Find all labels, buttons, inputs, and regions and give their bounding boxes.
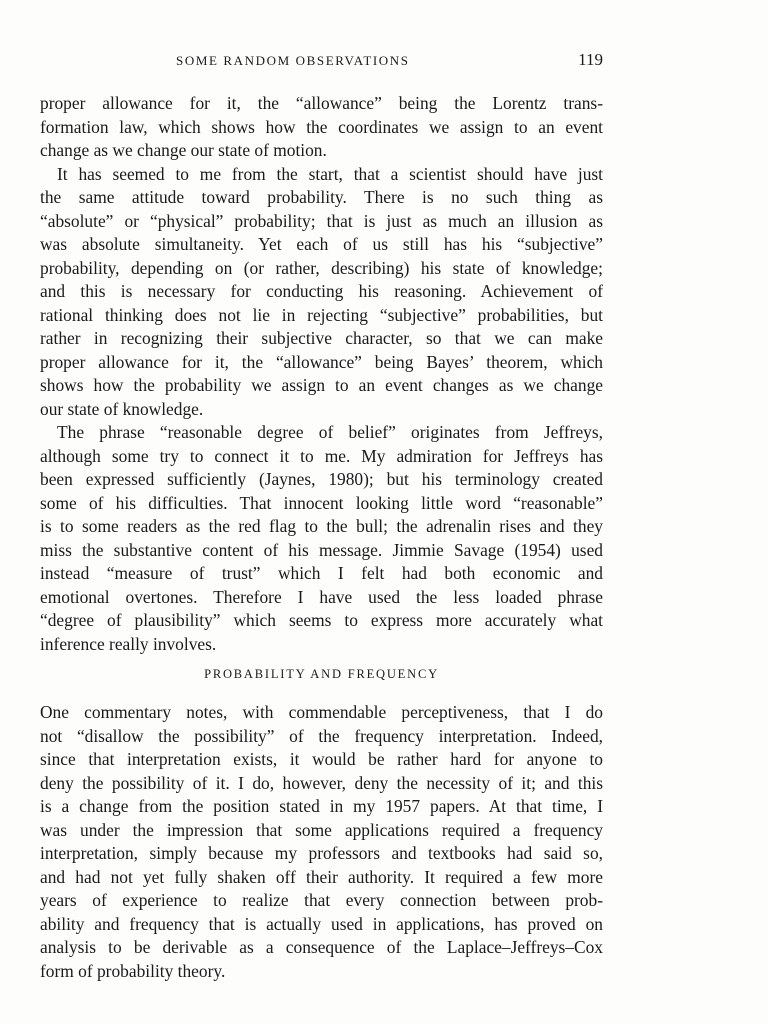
- page-number: 119: [578, 50, 603, 69]
- text-line: shows how the probability we assign to an event changes as we change: [40, 375, 603, 395]
- text-line: ability and frequency that is actually used in applications, has proved on: [40, 913, 603, 934]
- text-line: some of his difficulties. That innocent looking little word “reasonable”: [40, 492, 603, 513]
- text-line: form of probability theory.: [40, 960, 226, 981]
- paragraph-degree-of-belief: [40, 421, 603, 656]
- text-line: proper allowance for it, the “allowance” being Bayes’ theorem, which: [40, 351, 603, 372]
- paragraph-continuation: [40, 92, 603, 163]
- text-line: One commentary notes, with commendable perceptiveness, that I do: [40, 702, 603, 722]
- text-line: analysis to be derivable as a consequence of the Laplace–Jeffreys–Cox: [40, 937, 603, 957]
- text-line: It has seemed to me from the start, that a scientist should have just: [57, 163, 603, 184]
- text-line: and had not yet fully shaken off their authority. It required a few more: [40, 866, 603, 887]
- text-line: probability, depending on (or rather, describing) his state of knowledge;: [40, 257, 603, 278]
- text-line: interpretation, simply because my professors and textbooks had said so,: [40, 843, 603, 863]
- text-line: the same attitude toward probability. There is no such thing as: [40, 187, 603, 207]
- paragraph-subjective-probability: [40, 163, 603, 422]
- text-line: “absolute” or “physical” probability; that is just as much an illusion as: [40, 210, 603, 231]
- text-line: is a change from the position stated in my 1957 papers. At that time, I: [40, 796, 603, 816]
- section-heading: PROBABILITY AND FREQUENCY: [204, 667, 439, 681]
- text-line: deny the possibility of it. I do, however, deny the necessity of it; and this: [40, 772, 603, 793]
- text-line: not “disallow the possibility” of the frequency interpretation. Indeed,: [40, 725, 603, 746]
- text-line: been expressed sufficiently (Jaynes, 1980); but his terminology created: [40, 469, 603, 489]
- text-line: proper allowance for it, the “allowance” being the Lorentz trans-: [40, 93, 603, 113]
- paragraph-probability-frequency: [40, 701, 603, 983]
- text-line: miss the substantive content of his message. Jimmie Savage (1954) used: [40, 539, 603, 560]
- text-line: rather in recognizing their subjective character, so that we can make: [40, 328, 603, 348]
- text-line: The phrase “reasonable degree of belief” originates from Jeffreys,: [57, 422, 603, 442]
- text-line: since that interpretation exists, it would be rather hard for anyone to: [40, 749, 603, 769]
- text-line: although some try to connect it to me. My admiration for Jeffreys has: [40, 445, 603, 466]
- text-line: is to some readers as the red flag to the bull; the adrenalin rises and they: [40, 516, 603, 536]
- text-line: inference really involves.: [40, 633, 217, 654]
- running-title: SOME RANDOM OBSERVATIONS: [176, 53, 410, 68]
- text-line: our state of knowledge.: [40, 398, 204, 419]
- text-line: change as we change our state of motion.: [40, 140, 327, 160]
- text-line: emotional overtones. Therefore I have used the less loaded phrase: [40, 586, 603, 607]
- text-line: rational thinking does not lie in rejecting “subjective” probabilities, but: [40, 304, 603, 325]
- text-line: “degree of plausibility” which seems to express more accurately what: [40, 610, 603, 630]
- text-line: instead “measure of trust” which I felt had both economic and: [40, 563, 603, 583]
- text-line: was under the impression that some applications required a frequency: [40, 819, 603, 840]
- text-line: and this is necessary for conducting his reasoning. Achievement of: [40, 281, 603, 301]
- text-line: years of experience to realize that every connection between prob-: [40, 890, 603, 910]
- text-line: formation law, which shows how the coordinates we assign to an event: [40, 116, 603, 137]
- running-head: [40, 50, 603, 74]
- text-line: was absolute simultaneity. Yet each of us still has his “subjective”: [40, 234, 603, 254]
